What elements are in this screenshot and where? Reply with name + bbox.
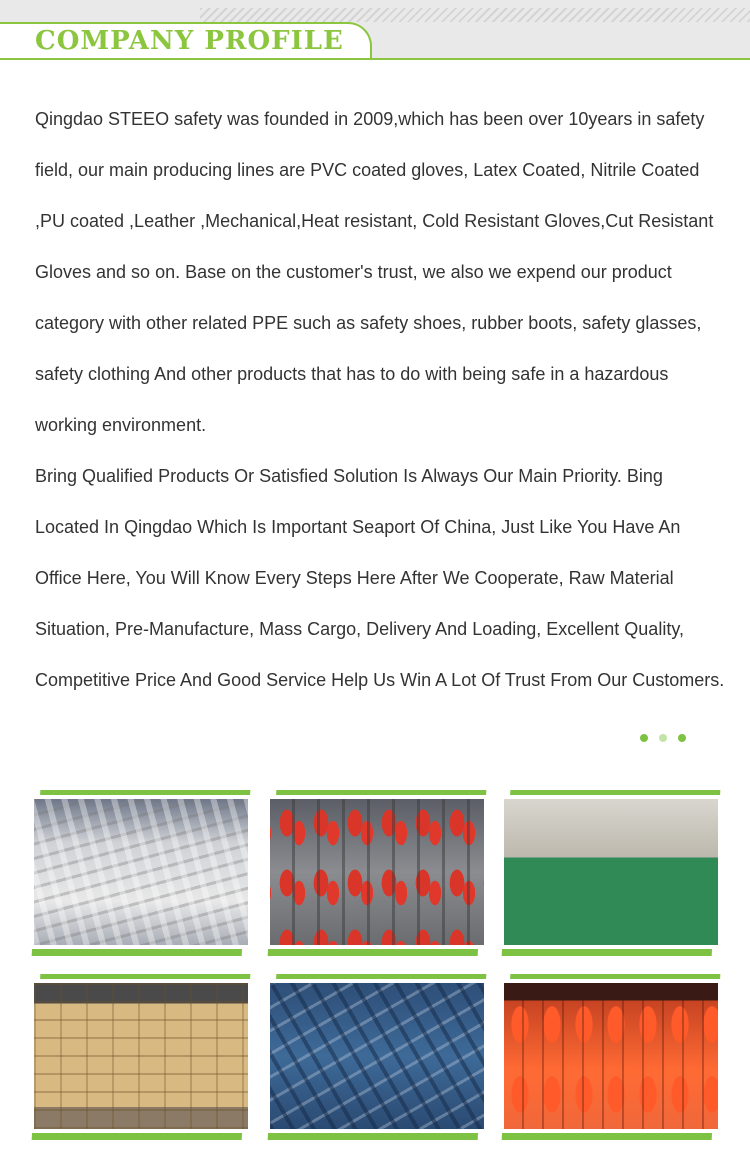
photo-image xyxy=(504,799,718,945)
photo-image xyxy=(270,983,484,1129)
orange-gloves-production-line-photo xyxy=(500,974,722,1140)
carousel-dot[interactable] xyxy=(640,734,648,742)
photo-frame xyxy=(500,795,722,949)
header-divider xyxy=(0,58,750,60)
photo-frame xyxy=(266,979,488,1133)
photo-frame xyxy=(266,795,488,949)
photo-image xyxy=(34,983,248,1129)
factory-workshop-photo xyxy=(500,790,722,956)
photo-frame xyxy=(30,795,252,949)
photo-image xyxy=(270,799,484,945)
photo-image xyxy=(504,983,718,1129)
glove-bags-stack-photo xyxy=(30,790,252,956)
photo-image xyxy=(34,799,248,945)
photo-frame xyxy=(30,979,252,1133)
carousel-dots xyxy=(640,734,686,742)
blue-pvc-gloves-photo xyxy=(266,974,488,1140)
header-stripes xyxy=(200,8,750,22)
cartons-warehouse-photo xyxy=(30,974,252,1140)
red-latex-gloves-on-formers-photo xyxy=(266,790,488,956)
photo-frame xyxy=(500,979,722,1133)
carousel-dot[interactable] xyxy=(659,734,667,742)
priority-paragraph: Bring Qualified Products Or Satisfied Solution Is Always Our Main Priority. Bing Located In Qingdao Which Is Important Seaport Of China, Just Like You Have An Office Here, You Will Know Every Steps Here After We Cooperate, Raw Material Situation, Pre-Manufacture, Mass Cargo, Delivery And Loading, Excellent Quality, Competitive Price And Good Service Help Us Win A Lot Of Trust From Our Customers. xyxy=(35,466,725,690)
carousel-dot[interactable] xyxy=(678,734,686,742)
intro-paragraph: Qingdao STEEO safety was founded in 2009,which has been over 10years in safety field, our main producing lines are PVC coated gloves, Latex Coated, Nitrile Coated ,PU coated ,Leather ,Mechanical,Heat resistant, Cold Resistant Gloves,Cut Resistant Gloves and so on. Base on the customer's trust, we also we expend our product category with other related PPE such as safety shoes, rubber boots, safety glasses, safety clothing And other products that has to do with being safe in a hazardous working environment. xyxy=(35,109,714,435)
page-title: COMPANY PROFILE xyxy=(35,26,344,56)
